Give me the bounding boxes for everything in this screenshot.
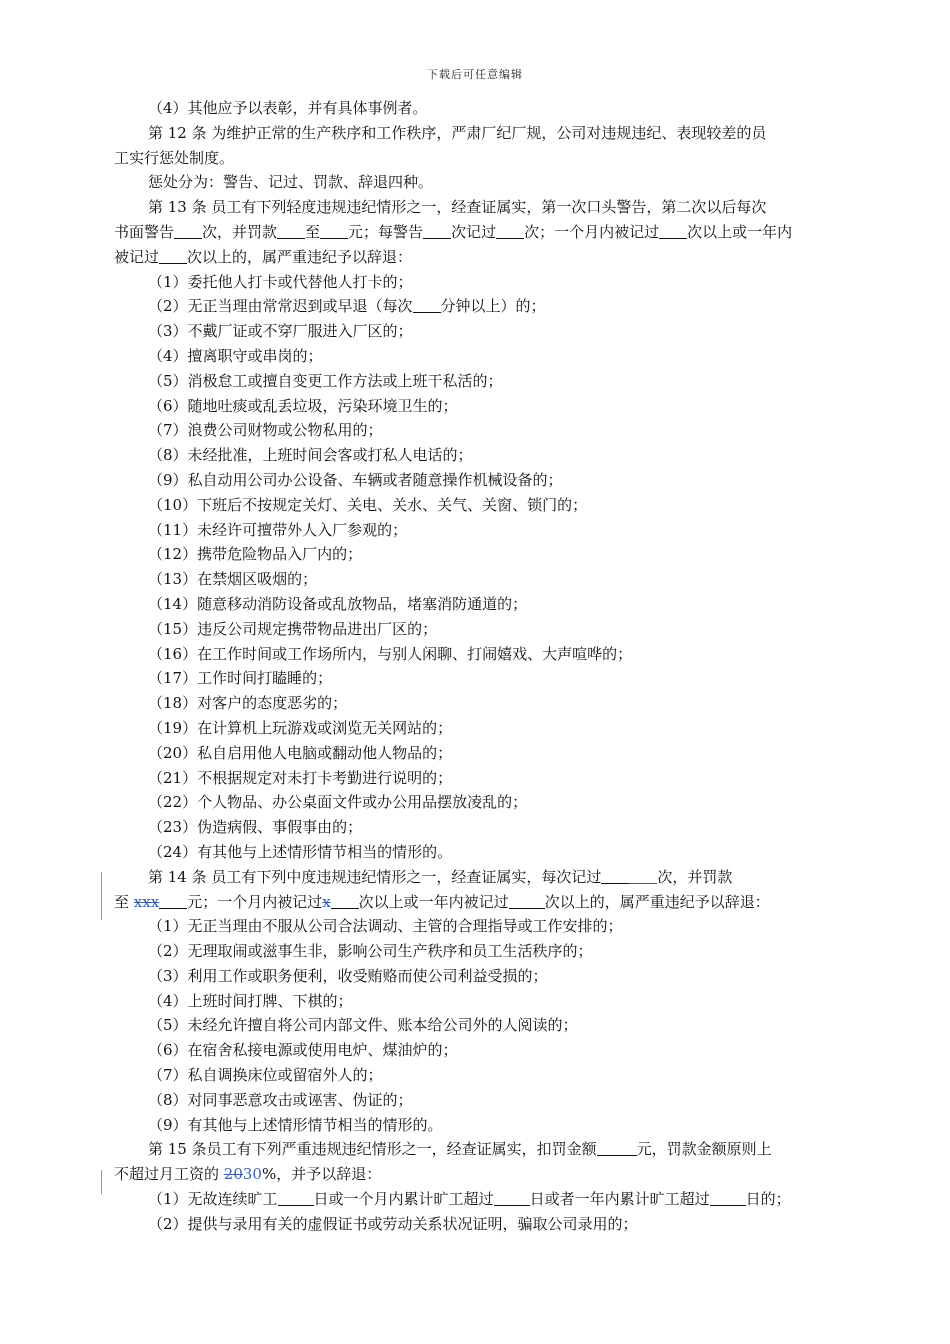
fill-blank[interactable] — [159, 894, 187, 909]
deleted-text: 20 — [223, 1165, 243, 1184]
list-item: （2）提供与录用有关的虚假证书或劳动关系状况证明，骗取公司录用的； — [148, 1214, 638, 1233]
list-item: （15）违反公司规定携带物品进出厂区的； — [148, 619, 438, 638]
fill-blank-revised[interactable] — [629, 869, 657, 884]
fill-blank[interactable] — [423, 224, 451, 239]
list-item: （4）擅离职守或串岗的； — [148, 346, 323, 365]
list-item: （17）工作时间打瞌睡的； — [148, 669, 333, 688]
list-item: （4）上班时间打牌、下棋的； — [148, 991, 353, 1010]
list-item: （6）随地吐痰或乱丢垃圾，污染环境卫生的； — [148, 396, 458, 415]
revision-bar — [101, 1170, 102, 1194]
fill-blank[interactable] — [710, 1191, 746, 1206]
list-item: （6）在宿舍私接电源或使用电炉、煤油炉的； — [148, 1041, 458, 1060]
page-header: 下载后可任意编辑 — [427, 68, 523, 81]
fill-blank[interactable] — [597, 1141, 637, 1156]
article-14-line: 第 14 条 员工有下列中度违规违纪情形之一，经查证属实，每次记过 次，并罚款 — [148, 867, 733, 886]
fill-blank[interactable] — [174, 224, 202, 239]
fill-blank[interactable] — [159, 249, 187, 264]
inserted-text: 30 — [242, 1165, 262, 1184]
fill-blank[interactable] — [331, 894, 359, 909]
article-15-line: 第 15 条员工有下列严重违规违纪情形之一，经查证属实，扣罚金额 元，罚款金额原则上 — [148, 1140, 772, 1159]
list-item: （16）在工作时间或工作场所内，与别人闲聊、打闹嬉戏、大声喧哗的； — [148, 644, 633, 663]
list-item: （8）未经批准，上班时间会客或打私人电话的； — [148, 446, 473, 465]
list-item: （1）无正当理由不服从公司合法调动、主管的合理指导或工作安排的； — [148, 917, 623, 936]
fill-blank[interactable] — [509, 894, 545, 909]
list-item: （13）在禁烟区吸烟的； — [148, 570, 318, 589]
fill-blank[interactable] — [277, 224, 305, 239]
list-item: （1）无故连续旷工 日或一个月内累计旷工超过 日或者一年内累计旷工超过 日的； — [148, 1190, 791, 1209]
list-item: （3）不戴厂证或不穿厂服进入厂区的； — [148, 322, 413, 341]
article-13-line: 被记过 次以上的，属严重违纪予以辞退： — [114, 247, 413, 266]
list-item: （1）委托他人打卡或代替他人打卡的； — [148, 272, 413, 291]
list-item: （11）未经许可擅带外人入厂参观的； — [148, 520, 408, 539]
list-item: （9）有其他与上述情形情节相当的情形的。 — [148, 1115, 443, 1134]
fill-blank[interactable] — [496, 224, 524, 239]
article-15-line: 不超过月工资的 2030%，并予以辞退： — [114, 1165, 382, 1184]
list-item: （14）随意移动消防设备或乱放物品，堵塞消防通道的； — [148, 594, 528, 613]
list-item: （7）私自调换床位或留宿外人的； — [148, 1066, 383, 1085]
fill-blank[interactable] — [413, 298, 441, 313]
article-12-line: 第 12 条 为维护正常的生产秩序和工作秩序，严肃厂纪厂规，公司对违规违纪、表现较差的员 — [148, 123, 767, 142]
article-13-line: 书面警告 次，并罚款 至 元；每警告 次记过 次；一个月内被记过 次以上或一年内 — [114, 222, 793, 241]
list-item: （7）浪费公司财物或公物私用的； — [148, 421, 383, 440]
list-item: （23）伪造病假、事假事由的； — [148, 818, 363, 837]
list-item: （5）消极怠工或擅自变更工作方法或上班干私活的； — [148, 371, 503, 390]
list-item: （3）利用工作或职务便利，收受贿赂而使公司利益受损的； — [148, 966, 548, 985]
list-item: （2）无正当理由常常迟到或早退（每次 分钟以上）的； — [148, 297, 546, 316]
list-item: （24）有其他与上述情形情节相当的情形的。 — [148, 842, 453, 861]
list-item: （9）私自动用公司办公设备、车辆或者随意操作机械设备的； — [148, 470, 563, 489]
list-item: （22）个人物品、办公桌面文件或办公用品摆放凌乱的； — [148, 793, 528, 812]
document-body — [114, 96, 844, 1237]
fill-blank[interactable] — [320, 224, 348, 239]
penalty-types: 惩处分为：警告、记过、罚款、辞退四种。 — [148, 173, 434, 192]
list-item: （21）不根据规定对未打卡考勤进行说明的； — [148, 768, 453, 787]
article-14-line: 至 xxx 元；一个月内被记过x 次以上或一年内被记过 次以上的，属严重违纪予以辞退： — [114, 892, 770, 911]
article-12-line: 工实行惩处制度。 — [114, 148, 235, 167]
list-item: （18）对客户的态度恶劣的； — [148, 694, 348, 713]
article-13-line: 第 13 条 员工有下列轻度违规违纪情形之一，经查证属实，第一次口头警告，第二次以后每次 — [148, 198, 767, 217]
fill-blank[interactable] — [659, 224, 687, 239]
fill-blank[interactable] — [494, 1191, 530, 1206]
list-item: （10）下班后不按规定关灯、关电、关水、关气、关窗、锁门的； — [148, 495, 588, 514]
revision-bar — [101, 872, 102, 920]
list-item: （20）私自启用他人电脑或翻动他人物品的； — [148, 743, 453, 762]
article-12-prev-item: （4）其他应予以表彰，并有具体事例者。 — [148, 99, 428, 117]
fill-blank[interactable] — [278, 1191, 314, 1206]
list-item: （8）对同事恶意攻击或诬害、伪证的； — [148, 1090, 413, 1109]
list-item: （2）无理取闹或滋事生非，影响公司生产秩序和员工生活秩序的； — [148, 942, 593, 961]
deleted-text: x — [322, 892, 331, 911]
list-item: （5）未经允许擅自将公司内部文件、账本给公司外的人阅读的； — [148, 1016, 578, 1035]
fill-blank[interactable] — [601, 869, 629, 884]
list-item: （19）在计算机上玩游戏或浏览无关网站的； — [148, 718, 453, 737]
deleted-text: xxx — [133, 892, 160, 911]
list-item: （12）携带危险物品入厂内的； — [148, 545, 363, 564]
